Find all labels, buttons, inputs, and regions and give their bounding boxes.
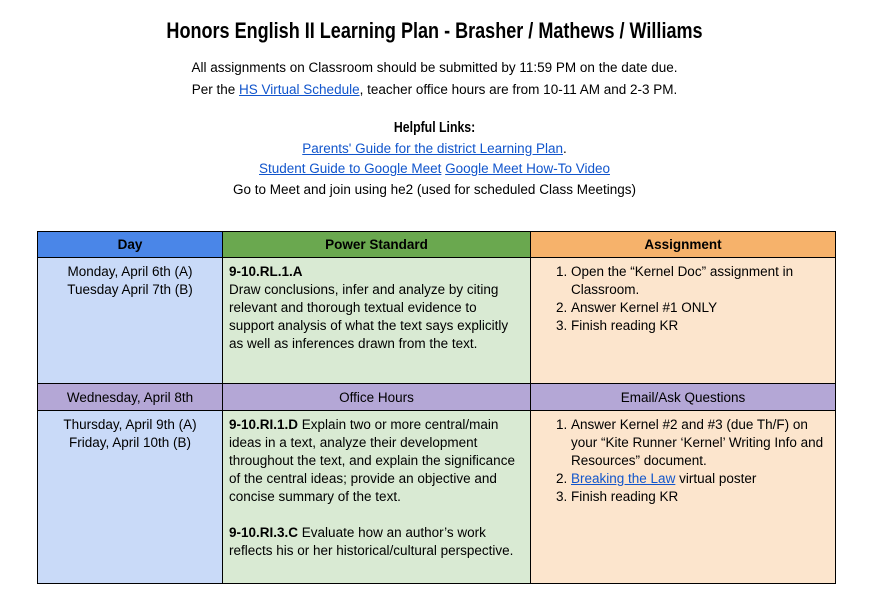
helpful-links-section bbox=[0, 117, 869, 200]
assignment-cell bbox=[531, 258, 836, 384]
power-standard-cell bbox=[223, 411, 531, 584]
assignment-item-suffix: virtual poster bbox=[675, 471, 757, 486]
submission-deadline-note: All assignments on Classroom should be submitted by 11:59 PM on the date due. bbox=[191, 60, 678, 75]
day-line-2: Tuesday April 7th (B) bbox=[67, 282, 193, 297]
header-power-standard-cell: Power Standard bbox=[223, 232, 531, 258]
standard-code: 9-10.RL.1.A bbox=[229, 264, 303, 279]
assignment-cell bbox=[531, 411, 836, 584]
table-header-row bbox=[38, 232, 836, 258]
parents-guide-period: . bbox=[562, 140, 567, 156]
table-row-april-8 bbox=[38, 384, 836, 411]
assignment-item: 3. Finish reading KR bbox=[571, 488, 825, 506]
meet-join-instructions: Go to Meet and join using he2 (used for scheduled Class Meetings) bbox=[233, 181, 636, 197]
hs-virtual-schedule-link[interactable]: HS Virtual Schedule bbox=[239, 81, 360, 97]
helpful-links-heading-row bbox=[0, 117, 869, 139]
assignment-item: 1. Answer Kernel #2 and #3 (due Th/F) on your “Kite Runner ‘Kernel’ Writing Info and Resources” document. bbox=[571, 416, 825, 470]
table-row-april-6-7 bbox=[38, 258, 836, 384]
power-standard-cell bbox=[223, 258, 531, 384]
office-assignment-cell: Email/Ask Questions bbox=[531, 384, 836, 411]
parents-guide-row bbox=[0, 139, 869, 160]
assignment-list bbox=[531, 416, 825, 506]
office-hours-note bbox=[0, 79, 869, 101]
assignment-item: 2. Answer Kernel #1 ONLY bbox=[571, 299, 825, 317]
day-cell bbox=[38, 411, 223, 584]
standard-text: Evaluate how an author’s work reflects his or her historical/cultural perspective. bbox=[229, 525, 514, 558]
standard-code: 9-10.RI.1.D bbox=[229, 417, 299, 432]
assignment-list bbox=[531, 263, 825, 335]
office-hours-prefix: Per the bbox=[191, 81, 240, 97]
header-assignment-cell: Assignment bbox=[531, 232, 836, 258]
assignment-item: 3. Finish reading KR bbox=[571, 317, 825, 335]
standard-paragraph bbox=[229, 416, 522, 506]
standard-paragraph bbox=[229, 524, 522, 560]
assignment-item: 1. Open the “Kernel Doc” assignment in Classroom. bbox=[571, 263, 825, 299]
standard-text: Explain two or more central/main ideas in a text, analyze their development throughout the text, and explain the significance of the central ideas; provide an objective and concise summary of the text. bbox=[229, 417, 515, 504]
google-meet-links-row bbox=[0, 159, 869, 180]
day-line-1: Thursday, April 9th (A) bbox=[63, 417, 197, 432]
office-day-cell: Wednesday, April 8th bbox=[38, 384, 223, 411]
office-hours-suffix: , teacher office hours are from 10-11 AM and 2-3 PM. bbox=[359, 81, 678, 97]
breaking-the-law-link[interactable]: Breaking the Law bbox=[571, 471, 676, 486]
meet-howto-video-link[interactable]: Google Meet How-To Video bbox=[445, 161, 610, 176]
helpful-links-heading: Helpful Links: bbox=[393, 119, 476, 136]
office-standard-cell: Office Hours bbox=[223, 384, 531, 411]
student-guide-link[interactable]: Student Guide to Google Meet bbox=[259, 161, 442, 176]
standard-code: 9-10.RI.3.C bbox=[229, 525, 299, 540]
day-cell bbox=[38, 258, 223, 384]
intro-section bbox=[0, 57, 869, 100]
parents-guide-link[interactable]: Parents' Guide for the district Learning Plan bbox=[302, 140, 563, 156]
day-line-2: Friday, April 10th (B) bbox=[68, 435, 192, 450]
table-row-april-9-10 bbox=[38, 411, 836, 584]
day-line-1: Monday, April 6th (A) bbox=[67, 264, 193, 279]
page-title: Honors English II Learning Plan - Brasher / Mathews / Williams bbox=[166, 18, 703, 43]
learning-plan-table bbox=[37, 231, 836, 584]
standard-text: Draw conclusions, infer and analyze by citing relevant and thorough textual evidence to support analysis of what the text says explicitly as well as inferences drawn from the text. bbox=[229, 282, 509, 351]
header-day-cell: Day bbox=[38, 232, 223, 258]
learning-plan-document bbox=[0, 17, 869, 584]
assignment-item bbox=[571, 470, 825, 488]
